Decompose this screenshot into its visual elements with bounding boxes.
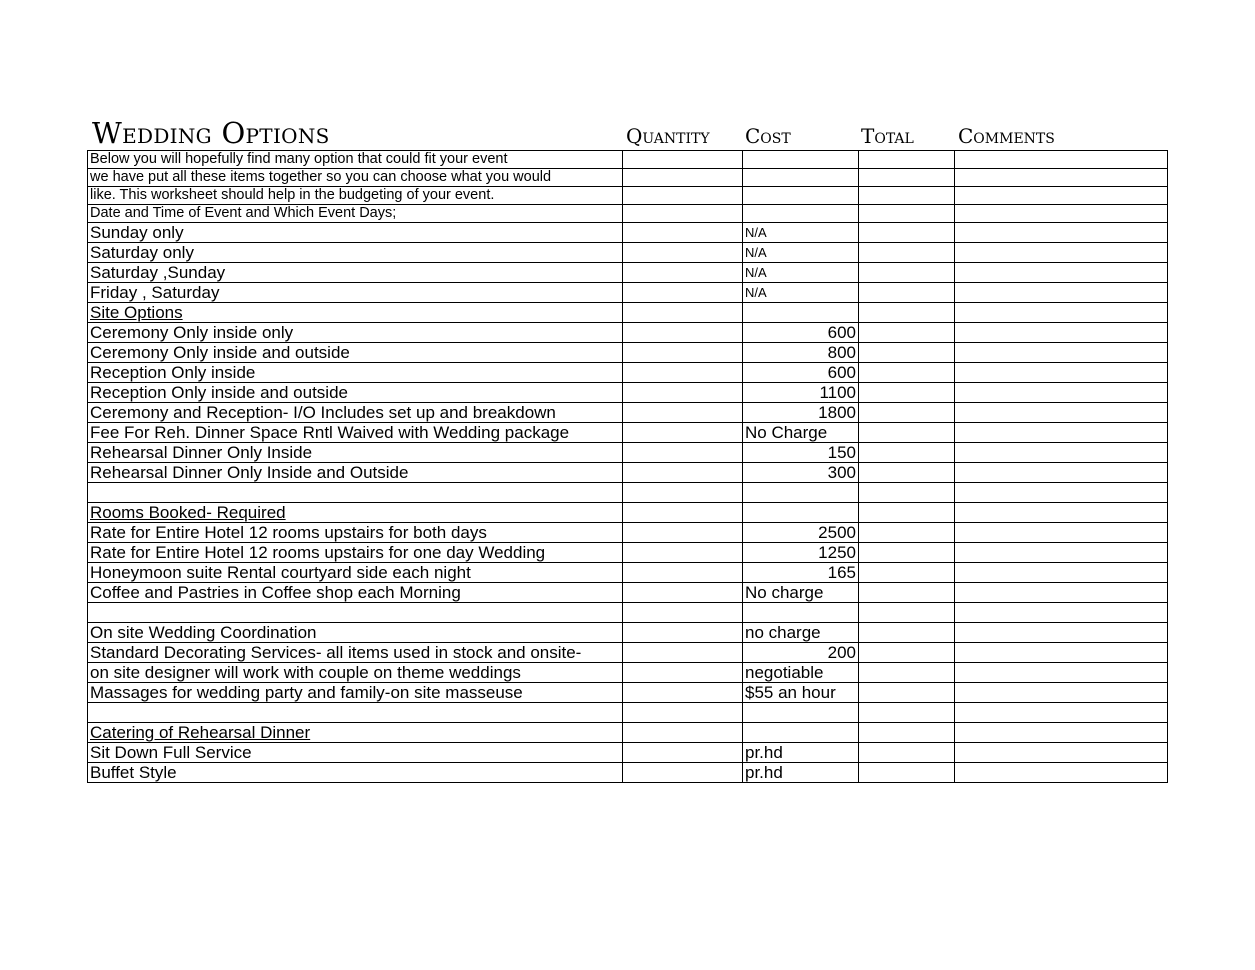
cost-cell	[743, 703, 859, 723]
total-cell[interactable]	[859, 583, 955, 603]
cost-cell: no charge	[743, 623, 859, 643]
total-cell[interactable]	[859, 243, 955, 263]
quantity-cell[interactable]	[623, 603, 743, 623]
cost-cell: 300	[743, 463, 859, 483]
total-cell[interactable]	[859, 703, 955, 723]
item-cell: Rehearsal Dinner Only Inside	[88, 443, 623, 463]
table-row	[88, 623, 1168, 643]
column-header-cost: Cost	[745, 124, 791, 148]
table-row	[88, 543, 1168, 563]
item-cell: Below you will hopefully find many option that could fit your event	[88, 151, 623, 169]
total-cell[interactable]	[859, 483, 955, 503]
quantity-cell[interactable]	[623, 683, 743, 703]
item-cell: Sunday only	[88, 223, 623, 243]
comments-cell[interactable]	[955, 423, 1168, 443]
section-heading-cell: Site Options	[88, 303, 623, 323]
table-row	[88, 263, 1168, 283]
comments-cell[interactable]	[955, 503, 1168, 523]
total-cell[interactable]	[859, 151, 955, 169]
comments-cell[interactable]	[955, 623, 1168, 643]
comments-cell[interactable]	[955, 543, 1168, 563]
total-cell[interactable]	[859, 283, 955, 303]
cost-cell: No Charge	[743, 423, 859, 443]
table-row	[88, 187, 1168, 205]
table-row	[88, 583, 1168, 603]
cost-cell	[743, 603, 859, 623]
column-header-comments: Comments	[958, 124, 1055, 148]
table-row	[88, 151, 1168, 169]
total-cell[interactable]	[859, 343, 955, 363]
item-cell: Ceremony Only inside and outside	[88, 343, 623, 363]
comments-cell[interactable]	[955, 583, 1168, 603]
cost-cell	[743, 151, 859, 169]
quantity-cell[interactable]	[623, 523, 743, 543]
table-row	[88, 683, 1168, 703]
total-cell[interactable]	[859, 563, 955, 583]
column-header-total: Total	[861, 124, 914, 148]
item-cell: Ceremony and Reception- I/O Includes set up and breakdown	[88, 403, 623, 423]
item-cell: Coffee and Pastries in Coffee shop each Morning	[88, 583, 623, 603]
table-row	[88, 343, 1168, 363]
cost-cell	[743, 483, 859, 503]
comments-cell[interactable]	[955, 169, 1168, 187]
comments-cell[interactable]	[955, 283, 1168, 303]
item-cell: Fee For Reh. Dinner Space Rntl Waived with Wedding package	[88, 423, 623, 443]
cost-cell: 165	[743, 563, 859, 583]
item-cell: Honeymoon suite Rental courtyard side each night	[88, 563, 623, 583]
cost-cell: N/A	[743, 223, 859, 243]
table-row	[88, 223, 1168, 243]
comments-cell[interactable]	[955, 403, 1168, 423]
item-cell: we have put all these items together so you can choose what you would	[88, 169, 623, 187]
comments-cell[interactable]	[955, 723, 1168, 743]
comments-cell[interactable]	[955, 343, 1168, 363]
quantity-cell[interactable]	[623, 151, 743, 169]
cost-cell	[743, 169, 859, 187]
table-row	[88, 363, 1168, 383]
total-cell[interactable]	[859, 403, 955, 423]
cost-cell: 1800	[743, 403, 859, 423]
quantity-cell[interactable]	[623, 503, 743, 523]
total-cell[interactable]	[859, 383, 955, 403]
item-cell: Sit Down Full Service	[88, 743, 623, 763]
total-cell[interactable]	[859, 643, 955, 663]
table-row	[88, 205, 1168, 223]
quantity-cell[interactable]	[623, 643, 743, 663]
cost-cell: No charge	[743, 583, 859, 603]
total-cell[interactable]	[859, 205, 955, 223]
table-row	[88, 323, 1168, 343]
item-cell	[88, 483, 623, 503]
quantity-cell[interactable]	[623, 223, 743, 243]
table-row	[88, 503, 1168, 523]
sheet-header	[88, 116, 1168, 150]
table-row	[88, 243, 1168, 263]
item-cell: like. This worksheet should help in the budgeting of your event.	[88, 187, 623, 205]
comments-cell[interactable]	[955, 643, 1168, 663]
section-heading-cell: Catering of Rehearsal Dinner	[88, 723, 623, 743]
table-row	[88, 603, 1168, 623]
cost-cell: 2500	[743, 523, 859, 543]
comments-cell[interactable]	[955, 243, 1168, 263]
total-cell[interactable]	[859, 363, 955, 383]
quantity-cell[interactable]	[623, 703, 743, 723]
table-row	[88, 703, 1168, 723]
table-row	[88, 423, 1168, 443]
table-row	[88, 383, 1168, 403]
section-heading-cell: Rooms Booked- Required	[88, 503, 623, 523]
table-row	[88, 283, 1168, 303]
total-cell[interactable]	[859, 323, 955, 343]
column-header-quantity: Quantity	[626, 124, 710, 148]
quantity-cell[interactable]	[623, 463, 743, 483]
quantity-cell[interactable]	[623, 483, 743, 503]
comments-cell[interactable]	[955, 763, 1168, 783]
cost-cell: N/A	[743, 283, 859, 303]
comments-cell[interactable]	[955, 743, 1168, 763]
total-cell[interactable]	[859, 169, 955, 187]
table-row	[88, 303, 1168, 323]
quantity-cell[interactable]	[623, 205, 743, 223]
quantity-cell[interactable]	[623, 303, 743, 323]
item-cell: Reception Only inside	[88, 363, 623, 383]
item-cell: Saturday ,Sunday	[88, 263, 623, 283]
cost-cell: $55 an hour	[743, 683, 859, 703]
total-cell[interactable]	[859, 503, 955, 523]
cost-cell: pr.hd	[743, 763, 859, 783]
total-cell[interactable]	[859, 743, 955, 763]
cost-cell	[743, 187, 859, 205]
total-cell[interactable]	[859, 523, 955, 543]
comments-cell[interactable]	[955, 383, 1168, 403]
item-cell: Date and Time of Event and Which Event Days;	[88, 205, 623, 223]
comments-cell[interactable]	[955, 523, 1168, 543]
quantity-cell[interactable]	[623, 343, 743, 363]
comments-cell[interactable]	[955, 563, 1168, 583]
total-cell[interactable]	[859, 463, 955, 483]
comments-cell[interactable]	[955, 223, 1168, 243]
quantity-cell[interactable]	[623, 663, 743, 683]
item-cell: on site designer will work with couple on theme weddings	[88, 663, 623, 683]
quantity-cell[interactable]	[623, 403, 743, 423]
quantity-cell[interactable]	[623, 263, 743, 283]
quantity-cell[interactable]	[623, 543, 743, 563]
total-cell[interactable]	[859, 683, 955, 703]
item-cell: Rate for Entire Hotel 12 rooms upstairs for both days	[88, 523, 623, 543]
quantity-cell[interactable]	[623, 563, 743, 583]
item-cell: Ceremony Only inside only	[88, 323, 623, 343]
item-cell	[88, 603, 623, 623]
cost-cell: negotiable	[743, 663, 859, 683]
cost-cell	[743, 503, 859, 523]
quantity-cell[interactable]	[623, 623, 743, 643]
quantity-cell[interactable]	[623, 169, 743, 187]
total-cell[interactable]	[859, 223, 955, 243]
quantity-cell[interactable]	[623, 443, 743, 463]
cost-cell: N/A	[743, 243, 859, 263]
comments-cell[interactable]	[955, 263, 1168, 283]
quantity-cell[interactable]	[623, 743, 743, 763]
cost-cell: 1100	[743, 383, 859, 403]
total-cell[interactable]	[859, 623, 955, 643]
comments-cell[interactable]	[955, 187, 1168, 205]
table-row	[88, 463, 1168, 483]
comments-cell[interactable]	[955, 603, 1168, 623]
item-cell: Saturday only	[88, 243, 623, 263]
total-cell[interactable]	[859, 303, 955, 323]
quantity-cell[interactable]	[623, 323, 743, 343]
quantity-cell[interactable]	[623, 423, 743, 443]
total-cell[interactable]	[859, 763, 955, 783]
total-cell[interactable]	[859, 543, 955, 563]
page-title: Wedding Options	[92, 116, 330, 150]
quantity-cell[interactable]	[623, 383, 743, 403]
table-row	[88, 523, 1168, 543]
item-cell: Massages for wedding party and family-on site masseuse	[88, 683, 623, 703]
cost-cell: 200	[743, 643, 859, 663]
table-row	[88, 643, 1168, 663]
item-cell	[88, 703, 623, 723]
cost-cell	[743, 723, 859, 743]
item-cell: Rehearsal Dinner Only Inside and Outside	[88, 463, 623, 483]
comments-cell[interactable]	[955, 483, 1168, 503]
options-table	[87, 150, 1168, 783]
table-row	[88, 723, 1168, 743]
total-cell[interactable]	[859, 263, 955, 283]
item-cell: Rate for Entire Hotel 12 rooms upstairs for one day Wedding	[88, 543, 623, 563]
cost-cell: N/A	[743, 263, 859, 283]
cost-cell: 1250	[743, 543, 859, 563]
cost-cell: 800	[743, 343, 859, 363]
cost-cell: pr.hd	[743, 743, 859, 763]
comments-cell[interactable]	[955, 443, 1168, 463]
quantity-cell[interactable]	[623, 283, 743, 303]
table-row	[88, 169, 1168, 187]
comments-cell[interactable]	[955, 303, 1168, 323]
table-row	[88, 743, 1168, 763]
cost-cell: 150	[743, 443, 859, 463]
table-row	[88, 443, 1168, 463]
comments-cell[interactable]	[955, 363, 1168, 383]
quantity-cell[interactable]	[623, 187, 743, 205]
quantity-cell[interactable]	[623, 763, 743, 783]
cost-cell	[743, 205, 859, 223]
comments-cell[interactable]	[955, 663, 1168, 683]
comments-cell[interactable]	[955, 323, 1168, 343]
cost-cell: 600	[743, 323, 859, 343]
total-cell[interactable]	[859, 723, 955, 743]
comments-cell[interactable]	[955, 683, 1168, 703]
item-cell: Reception Only inside and outside	[88, 383, 623, 403]
comments-cell[interactable]	[955, 463, 1168, 483]
cost-cell	[743, 303, 859, 323]
comments-cell[interactable]	[955, 205, 1168, 223]
table-row	[88, 563, 1168, 583]
item-cell: Friday , Saturday	[88, 283, 623, 303]
comments-cell[interactable]	[955, 151, 1168, 169]
total-cell[interactable]	[859, 443, 955, 463]
total-cell[interactable]	[859, 423, 955, 443]
table-row	[88, 663, 1168, 683]
total-cell[interactable]	[859, 603, 955, 623]
quantity-cell[interactable]	[623, 363, 743, 383]
item-cell: Standard Decorating Services- all items used in stock and onsite-	[88, 643, 623, 663]
item-cell: On site Wedding Coordination	[88, 623, 623, 643]
table-row	[88, 483, 1168, 503]
total-cell[interactable]	[859, 663, 955, 683]
comments-cell[interactable]	[955, 703, 1168, 723]
cost-cell: 600	[743, 363, 859, 383]
table-row	[88, 403, 1168, 423]
quantity-cell[interactable]	[623, 583, 743, 603]
quantity-cell[interactable]	[623, 723, 743, 743]
total-cell[interactable]	[859, 187, 955, 205]
item-cell: Buffet Style	[88, 763, 623, 783]
table-row	[88, 763, 1168, 783]
quantity-cell[interactable]	[623, 243, 743, 263]
